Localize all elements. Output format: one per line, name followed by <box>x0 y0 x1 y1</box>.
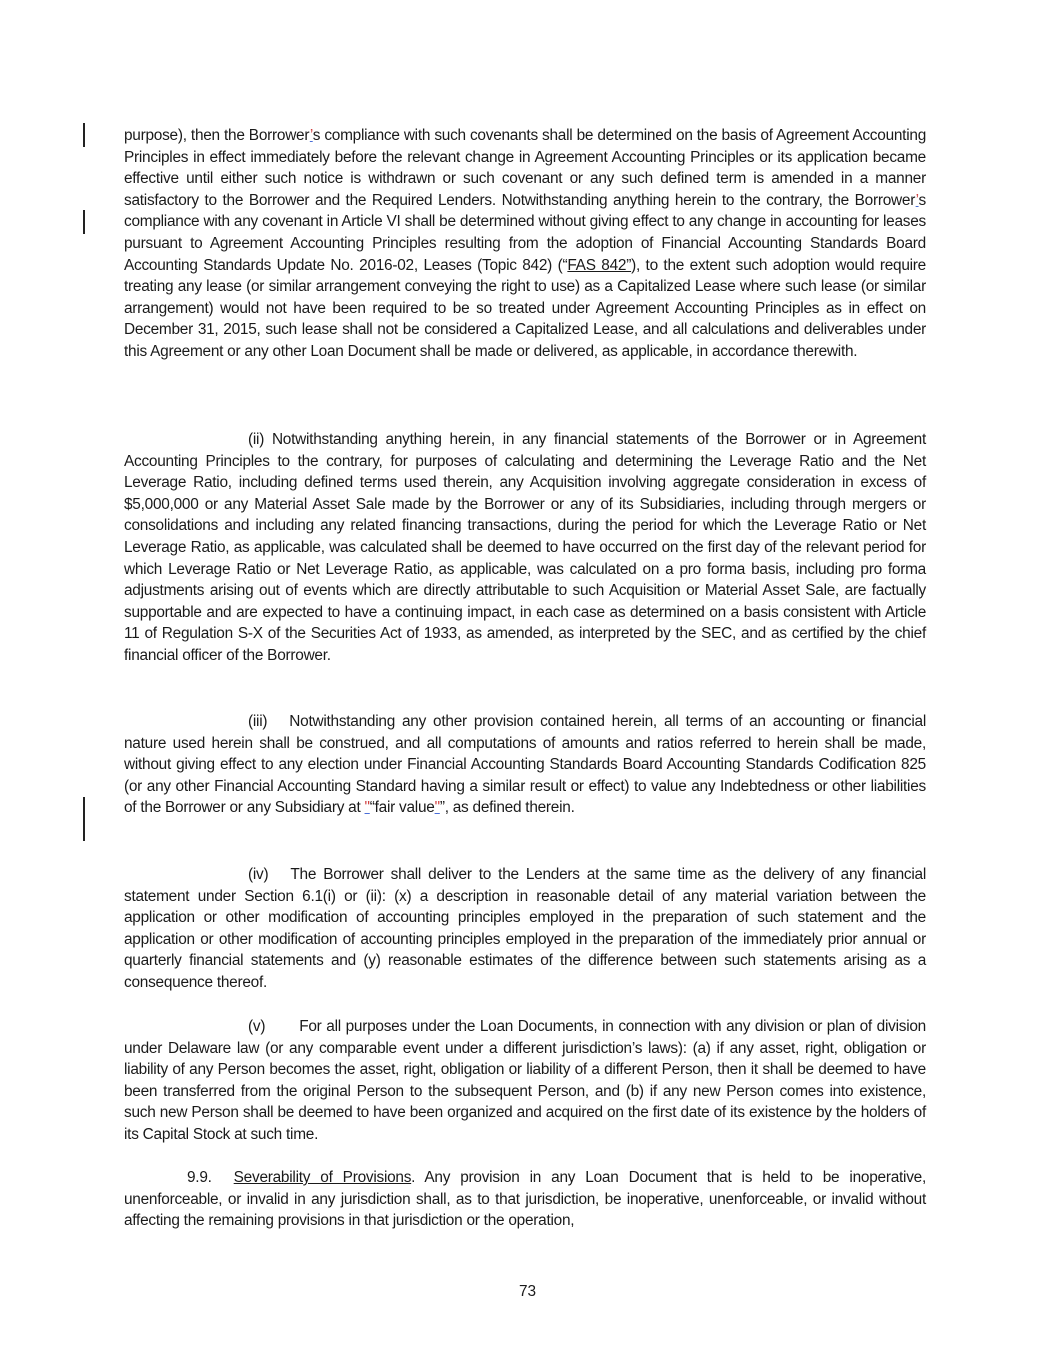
paragraph-ii <box>124 429 926 667</box>
tracked-change-mark: ’ <box>309 127 313 144</box>
revision-bar <box>83 797 85 841</box>
paragraph-text: For all purposes under the Loan Documents, in connection with any division or plan of division under Delaware law (or any comparable event under a different jurisdiction’s laws): (a) if any asset, right, obligation or liability of any Person becomes the asset, right, obligation or liability of a different Person, then it shall be deemed to have been transferred from the original Person to the subsequent Person, and (b) if any new Person comes into existence, such new Person shall be deemed to have been organized and acquired on the first date of its existence by the holders of its Capital Stock at such time. <box>124 1018 926 1143</box>
paragraph-text: Notwithstanding anything herein, in any financial statements of the Borrower or in Agreement Accounting Principles to the contrary, for purposes of calculating and determining the Leverage Ratio and the Net Leverage Ratio, including defined terms used therein, any Acquisition involving aggregate consideration in excess of $5,000,000 or any Material Asset Sale made by the Borrower or any of its Subsidiaries, including through mergers or consolidations and including any related financing transactions, during the period for which the Leverage Ratio or Net Leverage Ratio, as applicable, was calculated shall be deemed to have occurred on the first day of the relevant period for which Leverage Ratio or Net Leverage Ratio, as applicable, was calculated on a pro forma basis, including pro forma adjustments arising out of events which are directly attributable to such Acquisition or Material Asset Sale, are factually supportable and are expected to have a continuing impact, in each case as determined on a basis consistent with Article 11 of Regulation S-X of the Securities Act of 1933, as amended, as interpreted by the SEC, and as certified by the chief financial officer of the Borrower. <box>124 431 926 664</box>
paragraph-text: purpose), then the Borrower <box>124 127 310 144</box>
paragraph-text: Notwithstanding any other provision contained herein, all terms of an accounting or financial nature used herein shall be construed, and all computations of amounts and ratios referred to herein shall be made, without giving effect to any election under Financial Accounting Standards Board Accounting Standards Codification 825 (or any other Financial Accounting Standard having a similar result or effect) to value any Indebtedness or other liabilities of the Borrower or any Subsidiary at <box>124 713 926 817</box>
defined-term-fas-842: FAS 842” <box>567 256 632 274</box>
tracked-change-mark: " <box>364 799 370 817</box>
revision-bar <box>83 210 85 234</box>
clause-number: (ii) <box>248 431 265 448</box>
paragraph-v <box>124 1016 926 1146</box>
paragraph-iii <box>124 711 926 819</box>
clause-number: (iii) <box>248 713 268 730</box>
page-number: 73 <box>518 1283 537 1300</box>
section-9-9 <box>124 1167 926 1232</box>
section-number: 9.9. <box>187 1169 212 1186</box>
paragraph-text: s compliance with such covenants shall be determined on the basis of Agreement Accounting Principles in effect immediately before the relevant change in Agreement Accounting Principles or its application became effective until either such notice is withdrawn or such covenant or any such defined term is amended in a manner satisfactory to the Borrower and the Required Lenders. Notwithstanding anything herein to the contrary, the Borrower <box>124 127 926 209</box>
revision-bar <box>83 123 85 147</box>
paragraph-text: The Borrower shall deliver to the Lenders at the same time as the delivery of any financial statement under Section 6.1(i) or (ii): (x) a description in reasonable detail of any material variation between the application or other modification of accounting principles employed in the preparation of such statement and the application or other modification of accounting principles employed in the preparation of the immediately prior annual or quarterly financial statements and (y) reasonable estimates of the difference between such statements arising as a consequence thereof. <box>124 866 926 991</box>
paragraph-text: ”, as defined therein. <box>439 799 575 817</box>
section-heading: Severability of Provisions <box>233 1169 412 1186</box>
paragraph-purpose <box>124 125 926 363</box>
clause-number: (iv) <box>248 866 269 883</box>
paragraph-text: ), to the extent such adoption would require treating any lease (or similar arrangement conveying the right to use) as a Capitalized Lease where such lease (or similar arrangement) would not have been required to be so treated under Agreement Accounting Principles as in effect on December 31, 2015, such lease shall not be considered a Capitalized Lease, and all calculations and deliverables under this Agreement or any other Loan Document shall be made or delivered, as applicable, in accordance therewith. <box>124 256 926 360</box>
tracked-change-mark: " <box>434 799 440 817</box>
paragraph-iv <box>124 864 926 994</box>
paragraph-text: . Any provision in any Loan Document that is held to be inoperative, unenforceable, or invalid in any jurisdiction shall, as to that jurisdiction, be inoperative, unenforceable, or invalid without affecting the remaining provisions in that jurisdiction or the operation, <box>124 1169 926 1230</box>
tracked-change-mark: ’ <box>915 191 919 209</box>
clause-number: (v) <box>248 1018 266 1035</box>
paragraph-text: “fair value <box>369 799 435 817</box>
paragraph-text: s compliance with any covenant in Article VI shall be determined without giving effect to any change in accounting for leases pursuant to Agreement Accounting Principles resulting from the adoption of Financial Accounting Standards Board Accounting Standards Update No. 2016-02, Leases (Topic 842) (“ <box>124 191 926 274</box>
